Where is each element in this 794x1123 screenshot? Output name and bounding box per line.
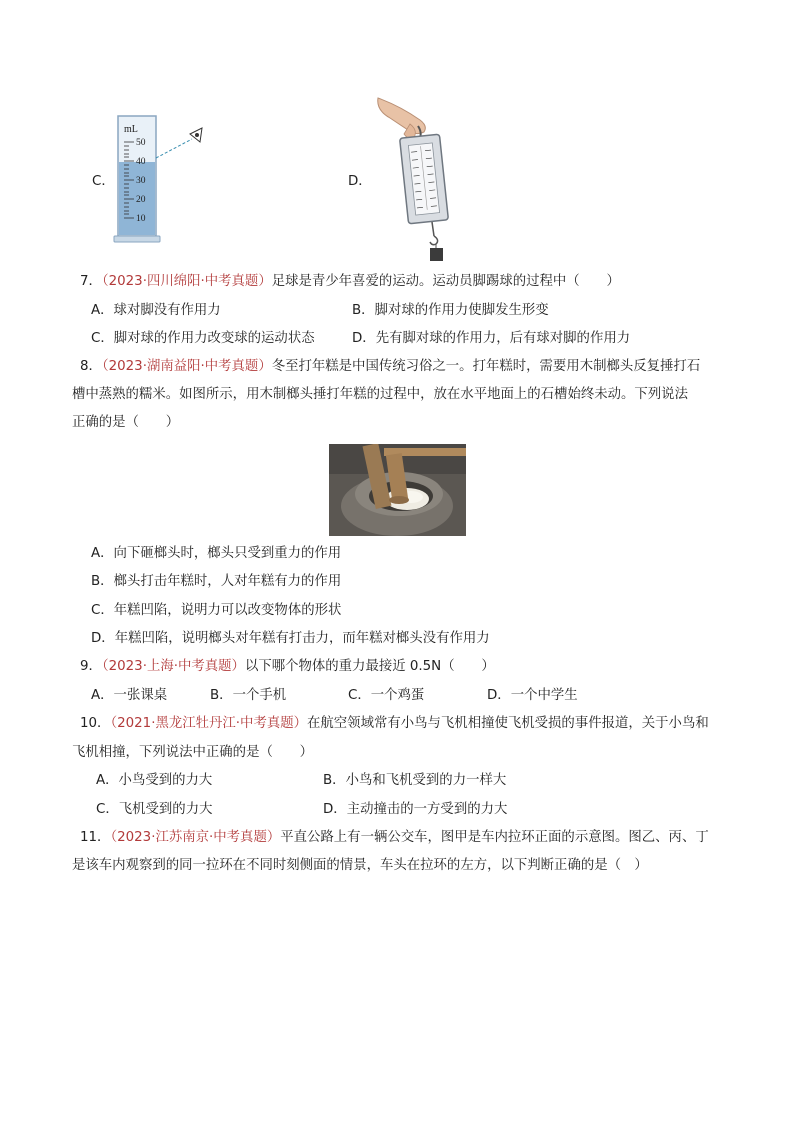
cylinder-tick-label: 20 [136, 195, 146, 205]
question-number: 8． [80, 359, 102, 374]
option-c: C．脚对球的作用力改变球的运动状态 [91, 331, 315, 346]
option-b: B．榔头打击年糕时，人对年糕有力的作用 [91, 574, 342, 589]
question-text: 冬至打年糕是中国传统习俗之一。打年糕时，需要用木制榔头反复捶打石 [271, 359, 701, 374]
question-text: 足球是青少年喜爱的运动。运动员脚踢球的过程中（ ） [271, 274, 620, 289]
cylinder-tick-label: 10 [136, 214, 146, 224]
rice-cake-pounding-photo [329, 444, 466, 536]
question-text: 以下哪个物体的重力最接近 0.5N（ ） [244, 659, 495, 674]
cylinder-unit: mL [124, 124, 138, 135]
question-10-stem-line-1 [80, 715, 709, 733]
option-a: A．向下砸榔头时，榔头只受到重力的作用 [91, 546, 342, 561]
option-d: D．主动撞击的一方受到的力大 [323, 802, 508, 817]
question-8-stem-line-1 [80, 358, 700, 376]
option-c: C．年糕凹陷，说明力可以改变物体的形状 [91, 603, 342, 618]
question-number: 10． [80, 716, 111, 731]
option-b: B．小鸟和飞机受到的力一样大 [323, 773, 507, 788]
option-a: A．小鸟受到的力大 [96, 773, 213, 788]
figure-d-label: D． [348, 174, 372, 189]
cylinder-tick-label: 50 [136, 138, 146, 148]
eye-icon [190, 128, 202, 142]
measuring-cylinder-figure [112, 112, 222, 250]
option-c: C．一个鸡蛋 [348, 688, 425, 703]
option-d: D．先有脚对球的作用力，后有球对脚的作用力 [352, 331, 631, 346]
question-source-tag: （2021·黑龙江牡丹江·中考真题） [110, 716, 308, 731]
question-source-tag: （2023·四川绵阳·中考真题） [101, 274, 272, 289]
question-number: 11． [80, 830, 111, 845]
question-8-stem-line-2: 槽中蒸熟的糯米。如图所示，用木制榔头捶打年糕的过程中，放在水平地面上的石槽始终未动。下列说法 [72, 387, 688, 402]
question-7-stem [80, 273, 620, 291]
option-c: C．飞机受到的力大 [96, 802, 213, 817]
option-d: D．年糕凹陷，说明榔头对年糕有打击力，而年糕对榔头没有作用力 [91, 631, 490, 646]
question-source-tag: （2023·江苏南京·中考真题） [110, 830, 281, 845]
cylinder-tick-label: 40 [136, 157, 146, 167]
option-b: B．一个手机 [210, 688, 287, 703]
option-b: B．脚对球的作用力使脚发生形变 [352, 303, 549, 318]
question-11-stem-line-1 [80, 829, 709, 847]
option-a: A．一张课桌 [91, 688, 168, 703]
cylinder-tick-label: 30 [136, 176, 146, 186]
question-number: 9． [80, 659, 102, 674]
option-a: A．球对脚没有作用力 [91, 303, 221, 318]
question-source-tag: （2023·上海·中考真题） [101, 659, 245, 674]
question-source-tag: （2023·湖南益阳·中考真题） [101, 359, 272, 374]
figure-c-label: C． [92, 174, 115, 189]
question-9-stem [80, 658, 495, 676]
question-8-stem-line-3: 正确的是（ ） [72, 415, 180, 430]
question-text: 平直公路上有一辆公交车，图甲是车内拉环正面的示意图。图乙、丙、丁 [280, 830, 709, 845]
question-10-stem-line-2: 飞机相撞，下列说法中正确的是（ ） [72, 745, 314, 760]
spring-scale-figure [370, 96, 460, 266]
question-11-stem-line-2: 是该车内观察到的同一拉环在不同时刻侧面的情景，车头在拉环的左方，以下判断正确的是（ ） [72, 858, 648, 873]
question-number: 7． [80, 274, 102, 289]
option-d: D．一个中学生 [487, 688, 578, 703]
question-text: 在航空领域常有小鸟与飞机相撞使飞机受损的事件报道，关于小鸟和 [307, 716, 709, 731]
